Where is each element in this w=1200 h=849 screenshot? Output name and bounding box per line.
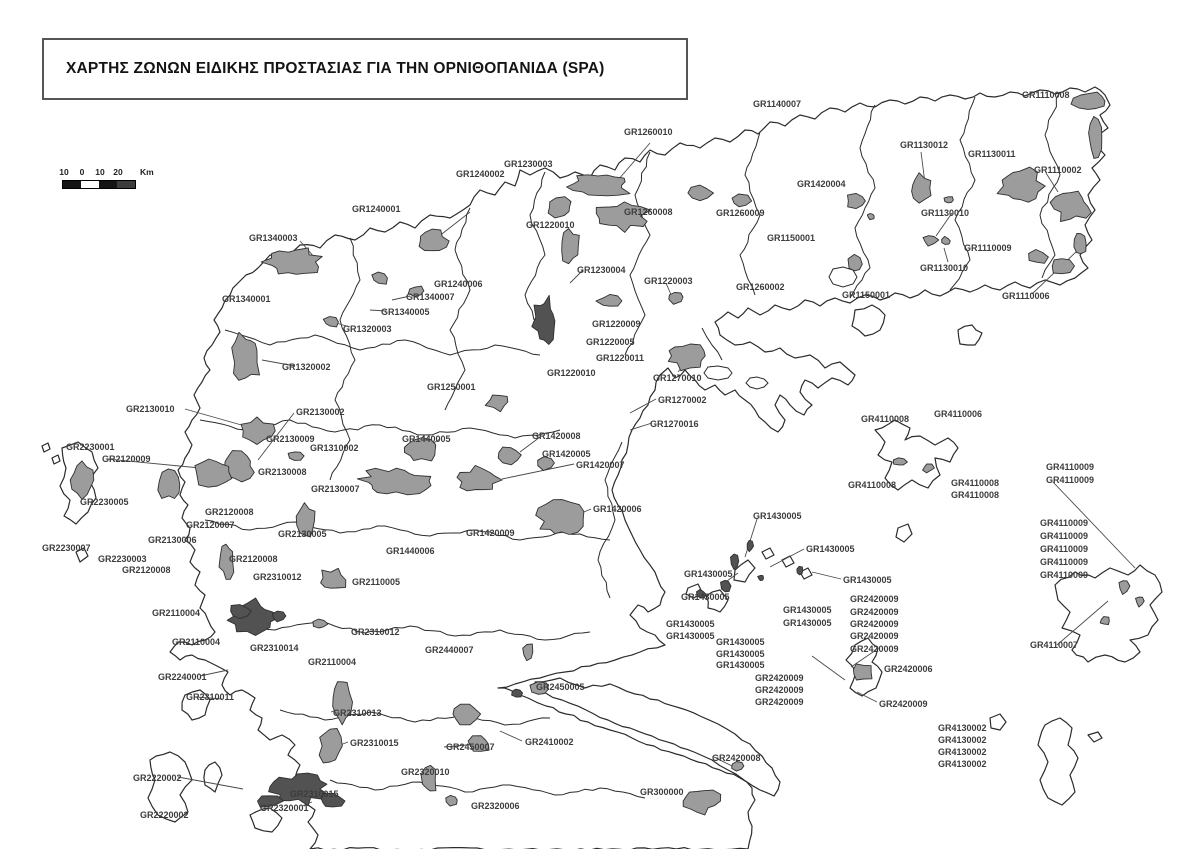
spa-site-code: GR1430005 [783, 605, 832, 615]
spa-site-code: GR4110009 [1046, 475, 1095, 485]
label-leader-line [745, 519, 757, 557]
island-chios [1038, 718, 1078, 805]
spa-site-code: GR4110008 [848, 480, 897, 490]
spa-site-code: GR4130002 [938, 723, 987, 733]
spa-site-code: GR4130002 [938, 747, 987, 757]
spa-site-code: GR2310012 [351, 627, 400, 637]
spa-site-code: GR2110004 [152, 608, 201, 618]
spa-site-code: GR2230005 [80, 497, 129, 507]
spa-site-code: GR4130002 [938, 735, 987, 745]
spa-site-code: GR2420009 [755, 685, 804, 695]
islet [762, 548, 774, 559]
spa-site-code: GR1430005 [684, 569, 733, 579]
scale-tick: 20 [113, 167, 123, 177]
spa-site-code: GR1230003 [504, 159, 553, 169]
spa-site-code: GR1440006 [386, 546, 435, 556]
spa-site-code: GR2130009 [266, 434, 315, 444]
spa-area-polygon [258, 796, 284, 807]
scale-unit: Km [140, 167, 154, 177]
spa-site-code: GR1250001 [427, 382, 476, 392]
spa-site-code: GR2310014 [250, 643, 299, 653]
spa-site-code: GR4110009 [1040, 518, 1089, 528]
spa-site-code: GR1420007 [576, 460, 625, 470]
map-title: ΧΑΡΤΗΣ ΖΩΝΩΝ ΕΙΔΙΚΗΣ ΠΡΟΣΤΑΣΙΑΣ ΓΙΑ ΤΗΝ ΟΡΝΙΘΟΠΑΝΙΔΑ (SPA) [66, 60, 605, 77]
spa-site-code: GR1430005 [681, 592, 730, 602]
spa-site-code: GR1130010 [920, 263, 969, 273]
spa-site-code: GR2450007 [446, 742, 495, 752]
spa-area-polygon [1074, 234, 1086, 254]
spa-site-code: GR1240001 [352, 204, 401, 214]
spa-site-code: GR1270010 [653, 373, 702, 383]
spa-site-code: GR2320010 [401, 767, 450, 777]
spa-site-code: GR4110008 [951, 490, 1000, 500]
spa-site-code: GR2130010 [126, 404, 175, 414]
spa-site-code: GR2420009 [755, 697, 804, 707]
spa-site-code: GR1420004 [797, 179, 846, 189]
scale-tick: 10 [95, 167, 105, 177]
label-leader-line [1053, 482, 1135, 568]
spa-site-code: GR2220002 [133, 773, 182, 783]
spa-site-code: GR2320001 [260, 803, 309, 813]
spa-site-code: GR2130008 [258, 467, 307, 477]
spa-site-code: GR1420006 [593, 504, 642, 514]
spa-site-code: GR2410002 [525, 737, 574, 747]
spa-site-code: GR2120007 [186, 520, 235, 530]
island-agios-efstratios [896, 524, 912, 542]
spa-site-code: GR1150001 [767, 233, 816, 243]
spa-site-code: GR2420009 [850, 631, 899, 641]
spa-site-code: GR1340007 [406, 292, 455, 302]
spa-site-code: GR4110006 [934, 409, 983, 419]
spa-area-polygon [758, 576, 764, 581]
spa-site-code: GR1140007 [753, 99, 802, 109]
spa-site-code: GR1430005 [666, 619, 715, 629]
label-leader-line [812, 572, 841, 579]
spa-site-code: GR1430005 [783, 618, 832, 628]
spa-site-code: GR2310015 [290, 789, 339, 799]
spa-site-code: GR1130010 [921, 208, 970, 218]
spa-site-code: GR1260002 [736, 282, 785, 292]
spa-site-code: GR1130012 [900, 140, 949, 150]
spa-site-code: GR1340005 [381, 307, 430, 317]
spa-site-code: GR1220003 [644, 276, 693, 286]
island-kefalonia [148, 752, 192, 822]
spa-site-code: GR1270002 [658, 395, 707, 405]
spa-site-code: GR1340001 [222, 294, 271, 304]
spa-site-code: GR1320002 [282, 362, 331, 372]
label-leader-line [857, 692, 877, 702]
spa-site-code: GR2420008 [712, 753, 761, 763]
spa-site-code: GR1240002 [456, 169, 505, 179]
scale-tick: 10 [59, 167, 69, 177]
spa-site-code: GR2230007 [42, 543, 91, 553]
spa-site-code: GR2130005 [278, 529, 327, 539]
spa-site-code: GR2420009 [850, 594, 899, 604]
spa-site-code: GR1420009 [466, 528, 515, 538]
spa-site-code: GR1420008 [532, 431, 581, 441]
spa-site-code: GR2440007 [425, 645, 474, 655]
island-diapontia [42, 443, 50, 452]
spa-site-code: GR1260009 [716, 208, 765, 218]
spa-site-code: GR4130002 [938, 759, 987, 769]
scale-tick: 0 [79, 167, 85, 177]
spa-site-code: GR4110009 [1040, 531, 1089, 541]
spa-site-code: GR1110002 [1034, 165, 1082, 175]
spa-site-code: GR1110008 [1022, 90, 1070, 100]
spa-site-code: GR1430005 [716, 660, 765, 670]
spa-site-code: GR1220010 [526, 220, 575, 230]
spa-site-code: GR1110006 [1002, 291, 1050, 301]
spa-site-code: GR300000 [640, 787, 684, 797]
spa-site-code: GR2420009 [755, 673, 804, 683]
island-thasos [852, 305, 885, 336]
spa-site-code: GR4110007 [1030, 640, 1079, 650]
spa-site-code: GR2310015 [350, 738, 399, 748]
spa-site-code: GR1270016 [650, 419, 699, 429]
spa-site-code: GR2110005 [352, 577, 401, 587]
spa-site-code: GR4110009 [1046, 462, 1095, 472]
spa-site-code: GR2120009 [102, 454, 151, 464]
spa-site-code: GR1220005 [586, 337, 635, 347]
spa-site-code: GR2110004 [308, 657, 357, 667]
spa-site-code: GR1230004 [577, 265, 626, 275]
spa-site-code: GR1440005 [402, 434, 451, 444]
spa-site-code: GR4110008 [861, 414, 910, 424]
island-samothraki [958, 325, 982, 345]
spa-site-code: GR2130002 [296, 407, 345, 417]
spa-site-code: GR1430005 [716, 637, 765, 647]
label-leader-line [812, 656, 845, 680]
spa-site-code: GR2310011 [186, 692, 235, 702]
island-limnos [875, 420, 958, 490]
spa-area-polygon [944, 197, 953, 203]
spa-site-code: GR1340003 [249, 233, 298, 243]
spa-area-polygon [158, 469, 180, 499]
spa-area-polygon [853, 664, 872, 680]
island-ithaki [204, 762, 222, 792]
spa-site-code: GR1430005 [716, 649, 765, 659]
spa-site-code: GR1110009 [964, 243, 1012, 253]
spa-site-code: GR2120008 [229, 554, 278, 564]
spa-site-code: GR1430005 [806, 544, 855, 554]
spa-area-polygon [530, 682, 549, 695]
spa-site-code: GR1240006 [434, 279, 483, 289]
island-paxoi [76, 548, 88, 562]
spa-site-code: GR2310013 [333, 708, 382, 718]
spa-site-code: GR1150001 [842, 290, 891, 300]
spa-site-code: GR2240001 [158, 672, 207, 682]
island-oinousses [1088, 732, 1102, 742]
spa-area-polygon [512, 689, 523, 697]
spa-area-polygon [747, 540, 753, 551]
spa-site-code: GR4110008 [951, 478, 1000, 488]
spa-site-code: GR2220002 [140, 810, 189, 820]
island-psara [990, 714, 1006, 730]
island-diapontia [52, 455, 60, 464]
spa-area-polygon [797, 566, 803, 575]
spa-site-code: GR1220010 [547, 368, 596, 378]
spa-site-code: GR2420009 [879, 699, 928, 709]
spa-site-code: GR1320003 [343, 324, 392, 334]
spa-site-code: GR2320006 [471, 801, 520, 811]
spa-site-code: GR2120008 [122, 565, 171, 575]
label-leader-line [200, 670, 228, 676]
spa-site-code: GR1130011 [968, 149, 1016, 159]
spa-site-code: GR2420009 [850, 607, 899, 617]
spa-site-code: GR1220011 [596, 353, 645, 363]
spa-area-polygon [721, 580, 732, 592]
spa-site-code: GR2230003 [98, 554, 147, 564]
spa-site-code: GR2120008 [205, 507, 254, 517]
spa-site-code: GR1260008 [624, 207, 673, 217]
spa-site-code: GR2420009 [850, 644, 899, 654]
spa-site-code: GR1430005 [666, 631, 715, 641]
mainland-outline [170, 87, 1110, 849]
spa-site-code: GR1430005 [843, 575, 892, 585]
spa-site-code: GR1220009 [592, 319, 641, 329]
spa-area-polygon [697, 590, 706, 599]
spa-site-code: GR2420006 [884, 664, 933, 674]
spa-site-code: GR2230001 [66, 442, 115, 452]
spa-site-code: GR1260010 [624, 127, 673, 137]
island-lesvos [1055, 565, 1162, 662]
island-skopelos [706, 590, 728, 612]
spa-site-code: GR2450005 [536, 682, 585, 692]
spa-site-code: GR1310002 [310, 443, 359, 453]
spa-site-code: GR4110009 [1040, 570, 1089, 580]
spa-site-code: GR2420009 [850, 619, 899, 629]
spa-site-code: GR2130006 [148, 535, 197, 545]
spa-site-code: GR4110009 [1040, 557, 1089, 567]
spa-site-code: GR1430005 [753, 511, 802, 521]
spa-site-code: GR4110009 [1040, 544, 1089, 554]
spa-site-code: GR1420005 [542, 449, 591, 459]
spa-site-code: GR2110004 [172, 637, 221, 647]
spa-site-code: GR2130007 [311, 484, 360, 494]
spa-site-code: GR2310012 [253, 572, 302, 582]
island-lefkada [182, 690, 210, 720]
island-echinades [250, 808, 282, 832]
